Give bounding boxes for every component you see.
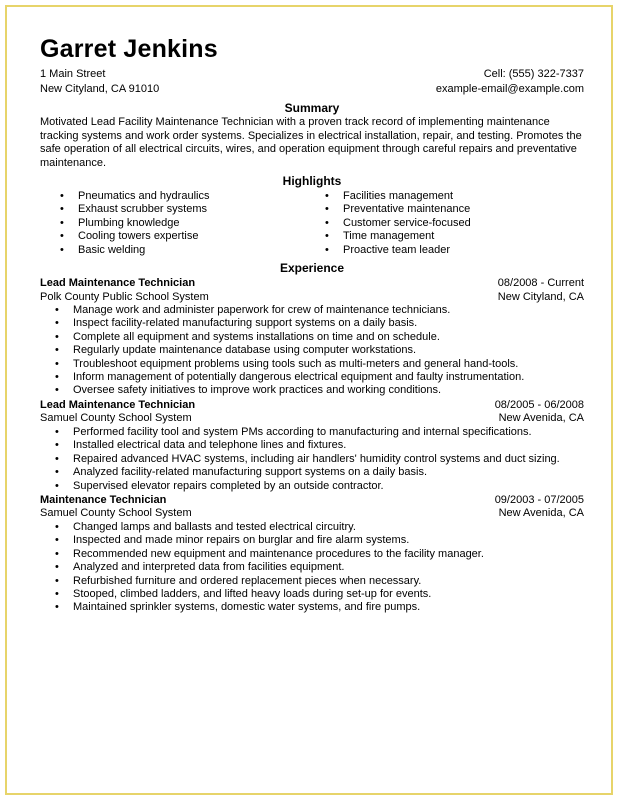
resume-content xyxy=(40,34,584,615)
job-title: Lead Maintenance Technician xyxy=(40,398,196,411)
duty-item: • Maintained sprinkler systems, domestic water systems, and fire pumps. xyxy=(55,601,584,614)
job-duties-list xyxy=(40,521,584,615)
highlights-left-list xyxy=(40,190,325,257)
job-title: Maintenance Technician xyxy=(40,493,167,506)
contact-row-2 xyxy=(40,82,584,97)
job-entry xyxy=(40,277,584,398)
summary-text: Motivated Lead Facility Maintenance Technician with a proven track record of implementing maintenance tracking systems and work order systems. Specializes in electrical installation, repair, and testing. Promotes the safe operation of all electrical circuits, wires, and operation equipment through careful repairs and preventative maintenance. xyxy=(40,116,582,169)
job-employer-row xyxy=(40,507,584,521)
duty-item: • Complete all equipment and systems installations on time and on schedule. xyxy=(55,331,584,344)
highlight-item: • Pneumatics and hydraulics xyxy=(60,190,325,203)
highlight-item: • Cooling towers expertise xyxy=(60,230,325,243)
job-employer: Polk County Public School System xyxy=(40,290,209,303)
job-employer: Samuel County School System xyxy=(40,412,192,425)
highlight-item: • Preventative maintenance xyxy=(325,203,575,216)
job-duties-list xyxy=(40,304,584,398)
duty-item: • Repaired advanced HVAC systems, including air handlers' humidity control systems and duct sizing. xyxy=(55,453,584,466)
summary-heading: Summary xyxy=(284,101,340,115)
address-line-1: 1 Main Street xyxy=(40,68,106,80)
highlight-item: • Basic welding xyxy=(60,244,325,257)
duty-item: • Refurbished furniture and ordered replacement pieces when necessary. xyxy=(55,575,584,588)
job-employer-row xyxy=(40,412,584,426)
highlight-item: • Facilities management xyxy=(325,190,575,203)
highlights-section xyxy=(40,174,584,257)
job-dates: 09/2003 - 07/2005 xyxy=(494,493,584,506)
job-dates: 08/2005 - 06/2008 xyxy=(494,398,584,411)
duty-item: • Oversee safety initiatives to improve work practices and working conditions. xyxy=(55,384,584,397)
resume-page xyxy=(5,5,613,795)
job-title: Lead Maintenance Technician xyxy=(40,277,196,290)
job-entry xyxy=(40,494,584,615)
duty-item: • Manage work and administer paperwork for crew of maintenance technicians. xyxy=(55,304,584,317)
duty-item: • Performed facility tool and system PMs according to manufacturing and internal specifications. xyxy=(55,426,584,439)
duty-item: • Inspect facility-related manufacturing support systems on a daily basis. xyxy=(55,317,584,330)
duty-item: • Installed electrical data and telephone lines and fixtures. xyxy=(55,439,584,452)
duty-item: • Supervised elevator repairs completed by an outside contractor. xyxy=(55,480,584,493)
duty-item: • Stooped, climbed ladders, and lifted heavy loads during set-up for events. xyxy=(55,588,584,601)
job-location: New Avenida, CA xyxy=(498,507,584,520)
job-employer-row xyxy=(40,291,584,305)
highlights-columns xyxy=(40,190,584,257)
job-title-row xyxy=(40,277,584,291)
phone-number: Cell: (555) 322-7337 xyxy=(483,68,584,80)
job-dates: 08/2008 - Current xyxy=(497,277,584,290)
highlight-item: • Exhaust scrubber systems xyxy=(60,203,325,216)
job-location: New Cityland, CA xyxy=(497,290,584,303)
contact-row-1 xyxy=(40,67,584,82)
experience-heading: Experience xyxy=(279,261,345,276)
duty-item: • Recommended new equipment and maintenance procedures to the facility manager. xyxy=(55,548,584,561)
highlight-item: • Customer service-focused xyxy=(325,217,575,230)
address-line-2: New Cityland, CA 91010 xyxy=(40,83,160,95)
duty-item: • Inspected and made minor repairs on burglar and fire alarm systems. xyxy=(55,534,584,547)
highlight-item: • Plumbing knowledge xyxy=(60,217,325,230)
summary-section xyxy=(40,101,584,170)
job-location: New Avenida, CA xyxy=(498,412,584,425)
duty-item: • Regularly update maintenance database using computer workstations. xyxy=(55,344,584,357)
job-title-row xyxy=(40,494,584,508)
candidate-name: Garret Jenkins xyxy=(40,35,218,63)
duty-item: • Analyzed facility-related manufacturing support systems on a daily basis. xyxy=(55,466,584,479)
experience-section xyxy=(40,261,584,615)
duty-item: • Analyzed and interpreted data from facilities equipment. xyxy=(55,561,584,574)
duty-item: • Troubleshoot equipment problems using tools such as multi-meters and general hand-tools. xyxy=(55,358,584,371)
highlight-item: • Time management xyxy=(325,230,575,243)
job-employer: Samuel County School System xyxy=(40,507,192,520)
highlight-item: • Proactive team leader xyxy=(325,244,575,257)
duty-item: • Changed lamps and ballasts and tested electrical circuitry. xyxy=(55,521,584,534)
resume-header xyxy=(40,34,584,97)
highlights-heading: Highlights xyxy=(282,174,342,188)
job-title-row xyxy=(40,399,584,413)
highlights-right-list xyxy=(325,190,575,257)
email-address: example-email@example.com xyxy=(435,83,584,95)
job-entry xyxy=(40,399,584,493)
duty-item: • Inform management of potentially dangerous electrical equipment and faulty instrumentation. xyxy=(55,371,584,384)
job-duties-list xyxy=(40,426,584,493)
